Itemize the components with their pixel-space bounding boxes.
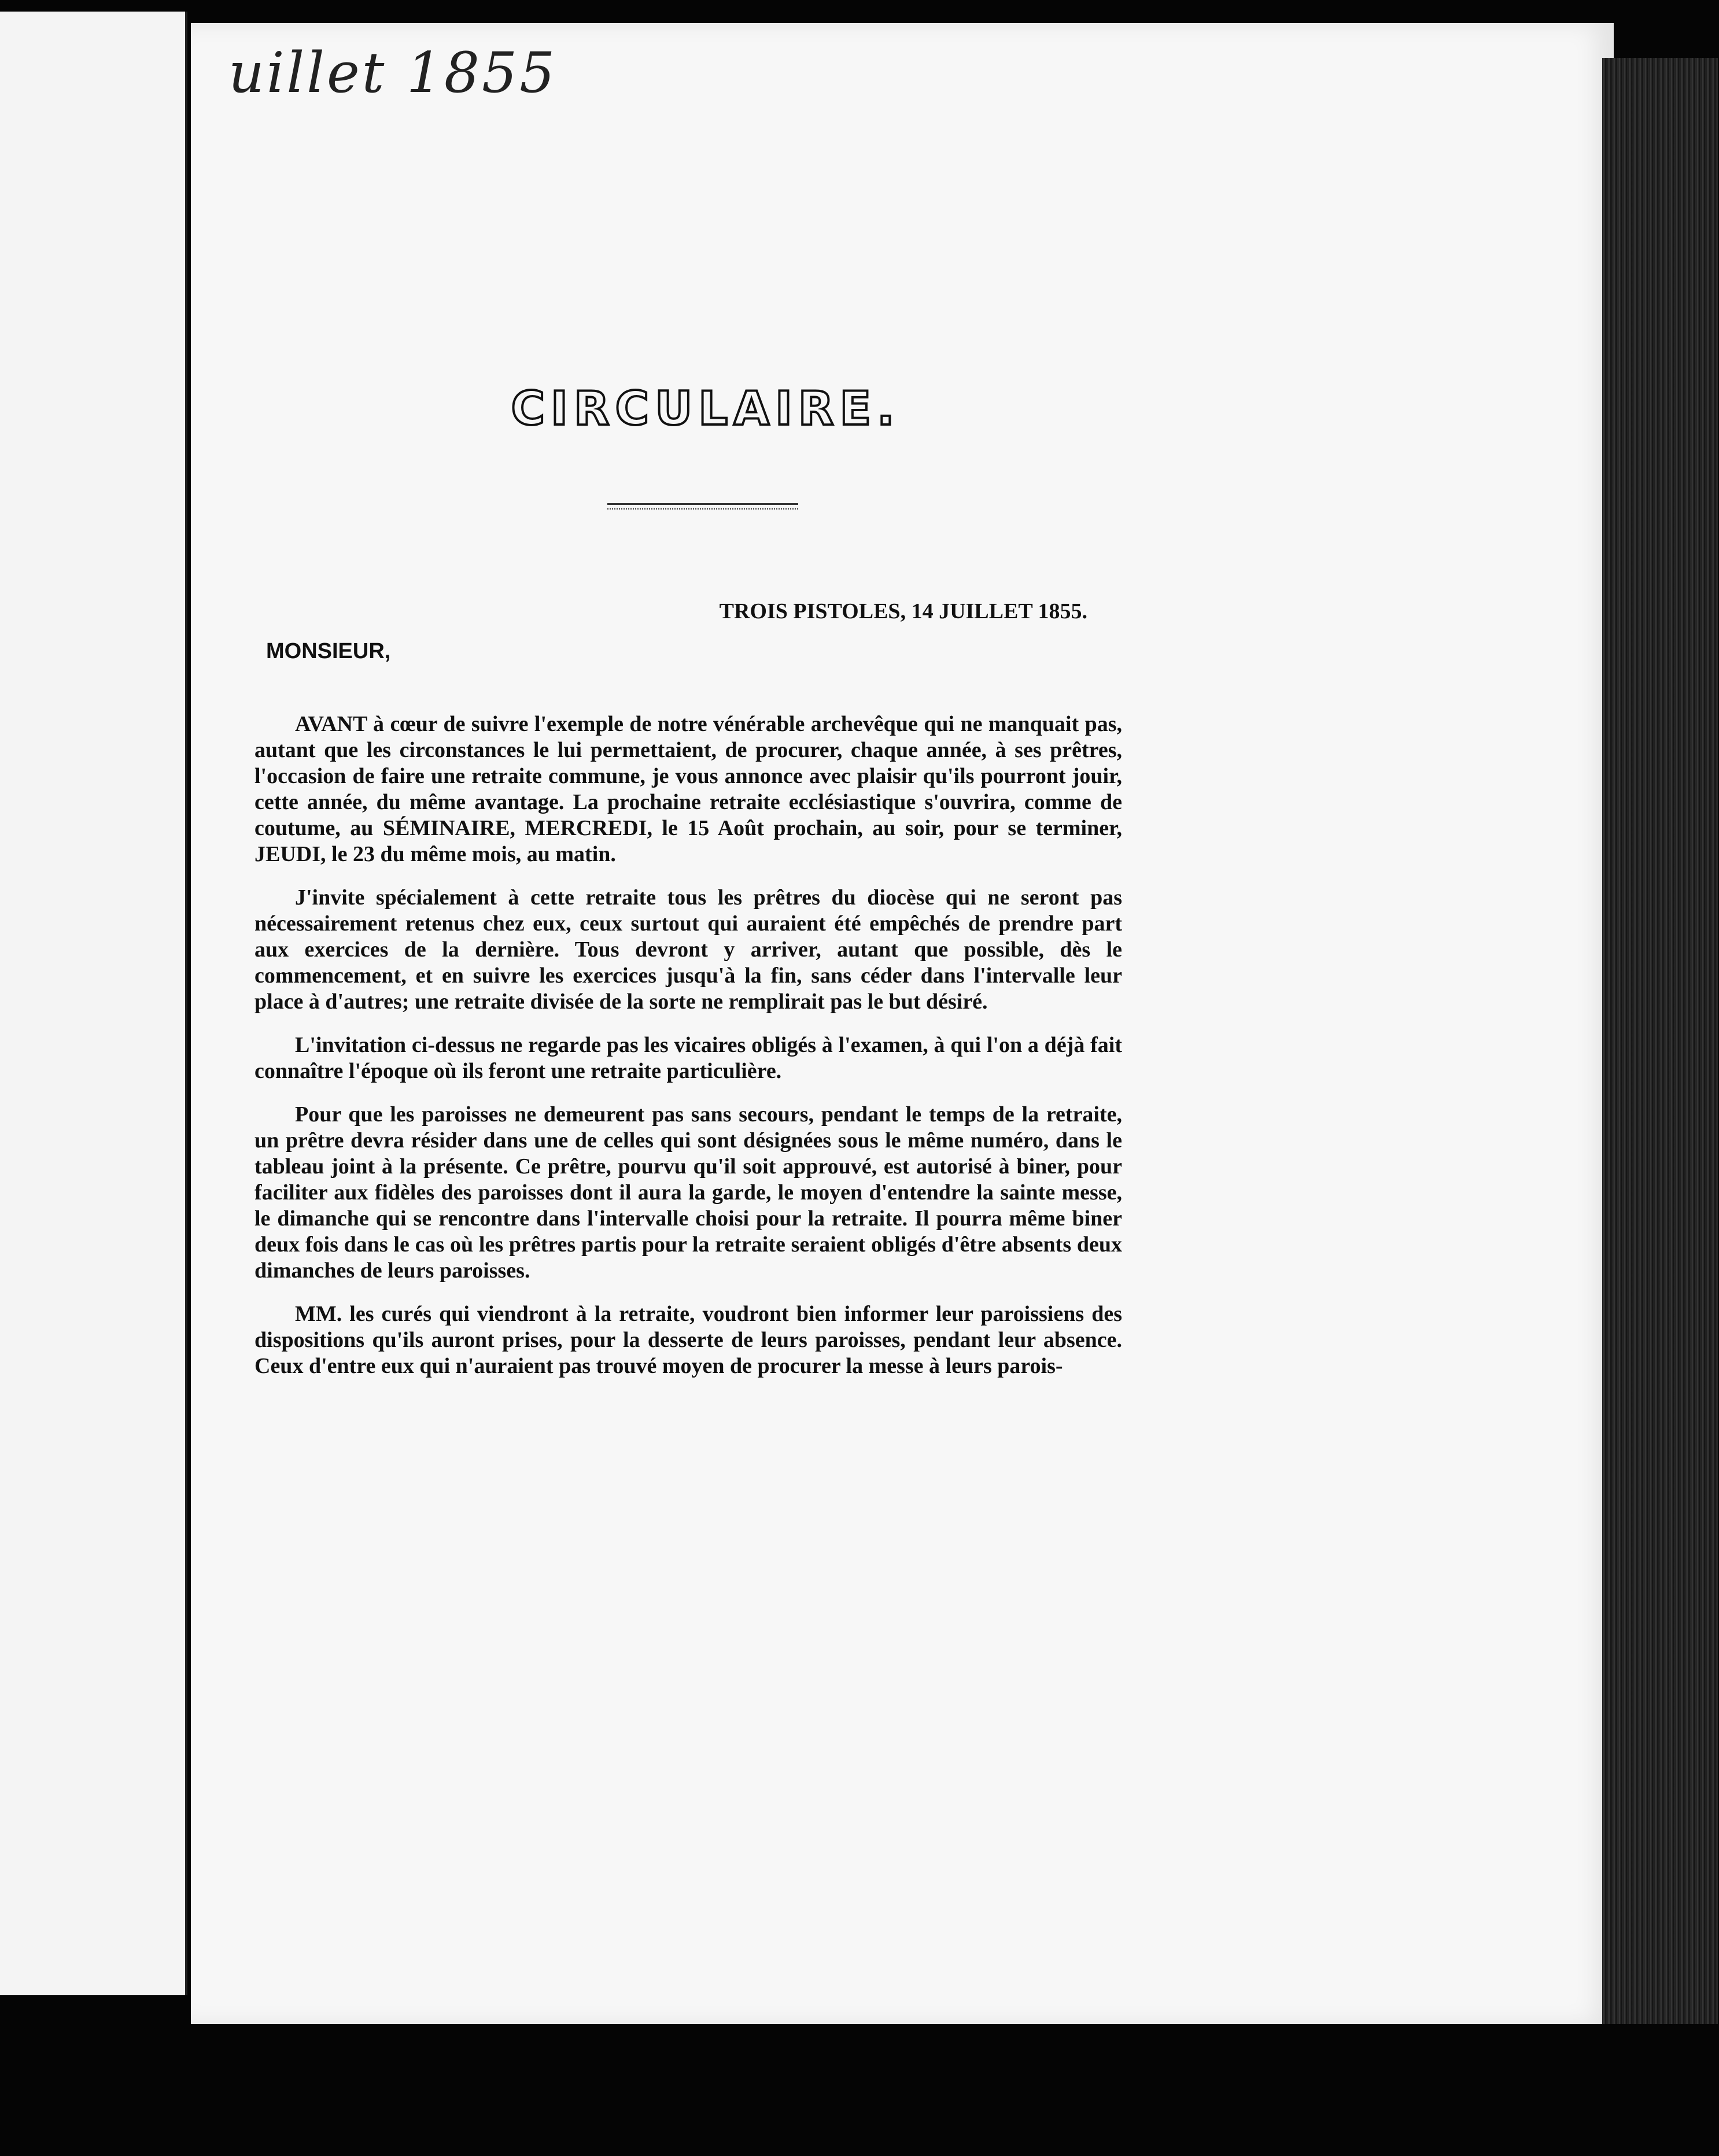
salutation: MONSIEUR, [266, 639, 391, 663]
paragraph: L'invitation ci-dessus ne regarde pas les vicaires obligés à l'examen, à qui l'on a déjà fait connaître l'époque où ils feront une retraite particulière. [254, 1033, 1122, 1083]
title-divider [607, 503, 798, 510]
paragraph: AVANT à cœur de suivre l'exemple de notre vénérable archevêque qui ne manquait pas, autant que les circonstances le lui permettaient, de procurer, chaque année, à ses prêtres, l'occasion de faire une retraite commune, je vous annonce avec plaisir qu'ils pourront jouir, cette année, du même avantage. La prochaine retraite ecclésiastique s'ouvrira, comme de coutume, au SÉMINAIRE, MERCREDI, le 15 Août prochain, au soir, pour se terminer, JEUDI, le 23 du même mois, au matin. [254, 712, 1122, 866]
paragraph: Pour que les paroisses ne demeurent pas sans secours, pendant le temps de la retraite, un prêtre devra résider dans une de celles qui sont désignées sous le même numéro, dans le tableau joint à la présente. Ce prêtre, pourvu qu'il soit approuvé, est autorisé à biner, pour faciliter aux fidèles des paroisses dont il aura la garde, le moyen d'entendre la sainte messe, le dimanche qui se rencontre dans l'intervalle choisi pour la retraite. Il pourra même biner deux fois dans le cas où les prêtres partis pour la retraite seraient obligés d'être absents deux dimanches de leurs paroisses. [254, 1102, 1122, 1283]
dateline: TROIS PISTOLES, 14 JUILLET 1855. [719, 599, 1087, 623]
document-body [254, 711, 1122, 1397]
paragraph: J'invite spécialement à cette retraite tous les prêtres du diocèse qui ne seront pas nécessairement retenus chez eux, ceux surtout qui auraient été empêchés de prendre part aux exercices de la dernière. Tous devront y arriver, autant que possible, dès le commencement, et en suivre les exercices jusqu'à la fin, sans céder dans l'intervalle leur place à d'autres; une retraite divisée de la sorte ne remplirait pas le but désiré. [254, 885, 1122, 1014]
handwritten-date: uillet 1855 [228, 40, 558, 105]
book-edge [1602, 58, 1718, 2122]
previous-page-edge [0, 12, 187, 1995]
scan-border [0, 2024, 1719, 2156]
paragraph: MM. les curés qui viendront à la retraite, voudront bien informer leur paroissiens des dispositions qu'ils auront prises, pour la desserte de leurs paroisses, pendant leur absence. Ceux d'entre eux qui n'auraient pas trouvé moyen de procurer la messe à leurs parois- [254, 1302, 1122, 1378]
document-title: CIRCULAIRE. [511, 382, 901, 435]
